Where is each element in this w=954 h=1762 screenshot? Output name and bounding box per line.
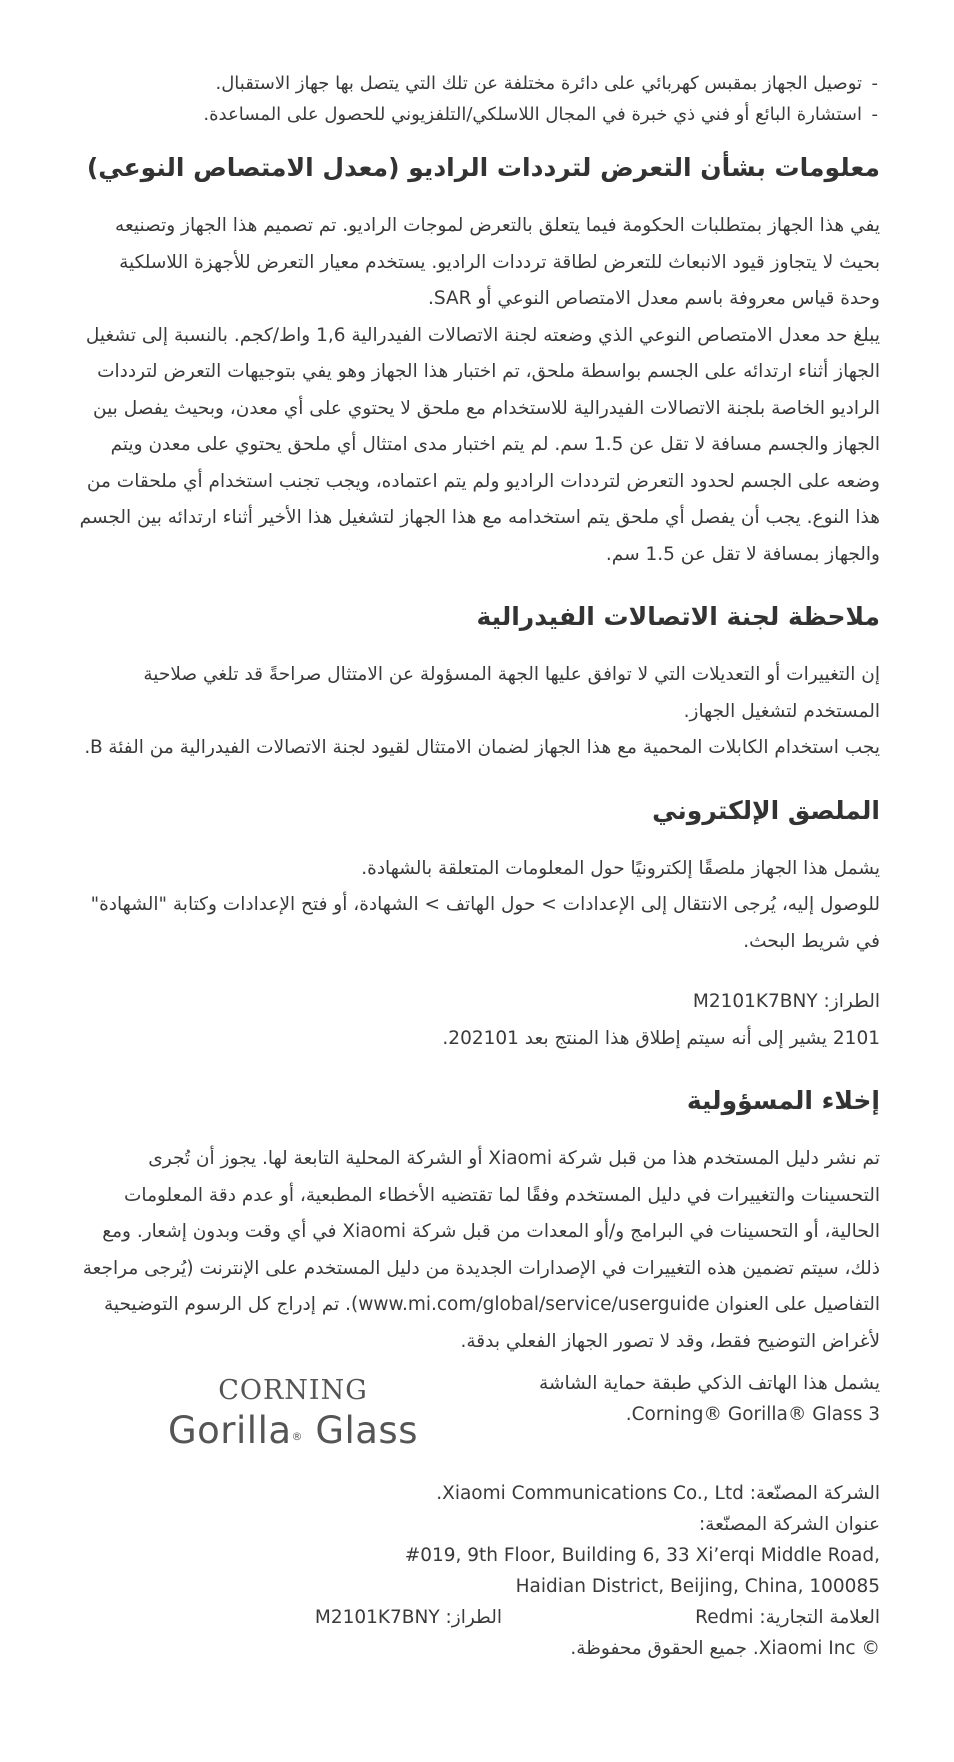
brand-line: العلامة التجارية: Redmi — [695, 1607, 880, 1628]
sar-paragraph-2: يبلغ حد معدل الامتصاص النوعي الذي وضعته لجنة الاتصالات الفيدرالية 1,6 واط/كجم. بالنسبة إلى تشغيل الجهاز أثناء ارتدائه على الجسم بواسطة ملحق، تم اختبار هذا الجهاز وهو يفي بتوجيهات التعرض لترددات الراديو الخاصة بلجنة الاتصالات الفيدرالية للاستخدام مع ملحق لا يحتوي على أي معدن، وبحيث يفصل بين الجهاز والجسم مسافة لا تقل عن 1.5 سم. لم يتم اختبار مدى امتثال أي ملحق يحتوي على معدن ويتم وضعه على الجسم لحدود التعرض لترددات الراديو ولم يتم اعتماده، ويجب تجنب استخدام أي ملحقات من هذا النوع. يجب أن يفصل أي ملحق يتم استخدامه مع هذا الجهاز لتشغيل هذا الأخير أثناء ارتدائه بين الجسم والجهاز بمسافة لا تقل عن 1.5 سم. — [79, 324, 880, 565]
logo-registered-mark: ® — [291, 1430, 304, 1443]
fcc-heading: ملاحظة لجنة الاتصالات الفيدرالية — [476, 602, 880, 631]
logo-glass: Glass — [315, 1409, 418, 1452]
logo-gorilla-glass — [168, 1408, 418, 1454]
elabel-model: الطراز: M2101K7BNY — [692, 991, 880, 1012]
elabel-paragraph-1: يشمل هذا الجهاز ملصقًا إلكترونيًا حول المعلومات المتعلقة بالشهادة. — [361, 857, 880, 879]
copyright-line: © Xiaomi Inc. جميع الحقوق محفوظة. — [570, 1638, 880, 1659]
elabel-paragraph-2: للوصول إليه، يُرجى الانتقال إلى الإعدادات > حول الهاتف > الشهادة، أو فتح الإعدادات وكتابة "الشهادة" في شريط البحث. — [90, 894, 880, 952]
logo-corning: CORNING — [218, 1375, 368, 1406]
list-item: - توصيل الجهاز بمقبس كهربائي على دائرة مختلفة عن تلك التي يتصل بها جهاز الاستقبال. — [74, 68, 880, 99]
manufacturer-address-1: #019, 9th Floor, Building 6, 33 Xi’erqi Middle Road, — [404, 1545, 880, 1566]
brand-model-row — [74, 1602, 880, 1633]
manufacturer-name: الشركة المصنّعة: Xiaomi Communications Co., Ltd. — [436, 1483, 880, 1504]
manufacturer-block — [74, 1478, 880, 1664]
gorilla-glass-block — [74, 1368, 880, 1464]
elabel-launch: 2101 يشير إلى أنه سيتم إطلاق هذا المنتج بعد 202101. — [442, 1027, 880, 1049]
gorilla-line-1: يشمل هذا الهاتف الذكي طبقة حماية الشاشة — [539, 1373, 880, 1394]
fcc-paragraph-1: إن التغييرات أو التعديلات التي لا توافق عليها الجهة المسؤولة عن الامتثال صراحةً قد تلغي صلاحية المستخدم لتشغيل الجهاز. — [143, 664, 880, 722]
bullet-list — [74, 68, 880, 130]
disclaimer-paragraph: تم نشر دليل المستخدم هذا من قبل شركة Xiaomi أو الشركة المحلية التابعة لها. يجوز أن تُجرى التحسينات والتغييرات في دليل المستخدم وفقًا لما تقتضيه الأخطاء المطبعية، أو عدم دقة المعلومات الحالية، أو التحسينات في البرامج و/أو المعدات من قبل شركة Xiaomi في أي وقت وبدون إشعار. ومع ذلك، سيتم تضمين هذه التغييرات في الإصدارات الجديدة من دليل المستخدم على الإنترنت (يُرجى مراجعة التفاصيل على العنوان www.mi.com/global/service/userguide). تم إدراج كل الرسوم التوضيحية لأغراض التوضيح فقط، وقد لا تصور الجهاز الفعلي بدقة. — [82, 1148, 880, 1352]
gorilla-line-2: Corning® Gorilla® Glass 3. — [625, 1404, 880, 1425]
manufacturer-address-label: عنوان الشركة المصنّعة: — [698, 1514, 880, 1535]
gorilla-glass-text — [539, 1368, 880, 1430]
disclaimer-heading: إخلاء المسؤولية — [686, 1086, 880, 1115]
model-line: الطراز: M2101K7BNY — [314, 1607, 502, 1628]
corning-gorilla-glass-logo — [168, 1374, 418, 1454]
list-item: - استشارة البائع أو فني ذي خبرة في المجال اللاسلكي/التلفزيوني للحصول على المساعدة. — [74, 99, 880, 130]
sar-heading: معلومات بشأن التعرض لترددات الراديو (معدل الامتصاص النوعي) — [86, 153, 880, 182]
fcc-paragraph-2: يجب استخدام الكابلات المحمية مع هذا الجهاز لضمان الامتثال لقيود لجنة الاتصالات الفيدرالية من الفئة B. — [84, 737, 880, 758]
manufacturer-address-2: Haidian District, Beijing, China, 100085 — [515, 1576, 880, 1597]
sar-paragraph-1: يفي هذا الجهاز بمتطلبات الحكومة فيما يتعلق بالتعرض لموجات الراديو. تم تصميم هذا الجهاز وتصنيعه بحيث لا يتجاوز قيود الانبعاث للتعرض لطاقة ترددات الراديو. يستخدم معيار التعرض للأجهزة اللاسلكية وحدة قياس معروفة باسم معدل الامتصاص النوعي أو SAR. — [115, 215, 880, 309]
spacer — [74, 960, 880, 984]
logo-gorilla: Gorilla — [168, 1409, 292, 1452]
elabel-heading: الملصق الإلكتروني — [652, 795, 880, 825]
